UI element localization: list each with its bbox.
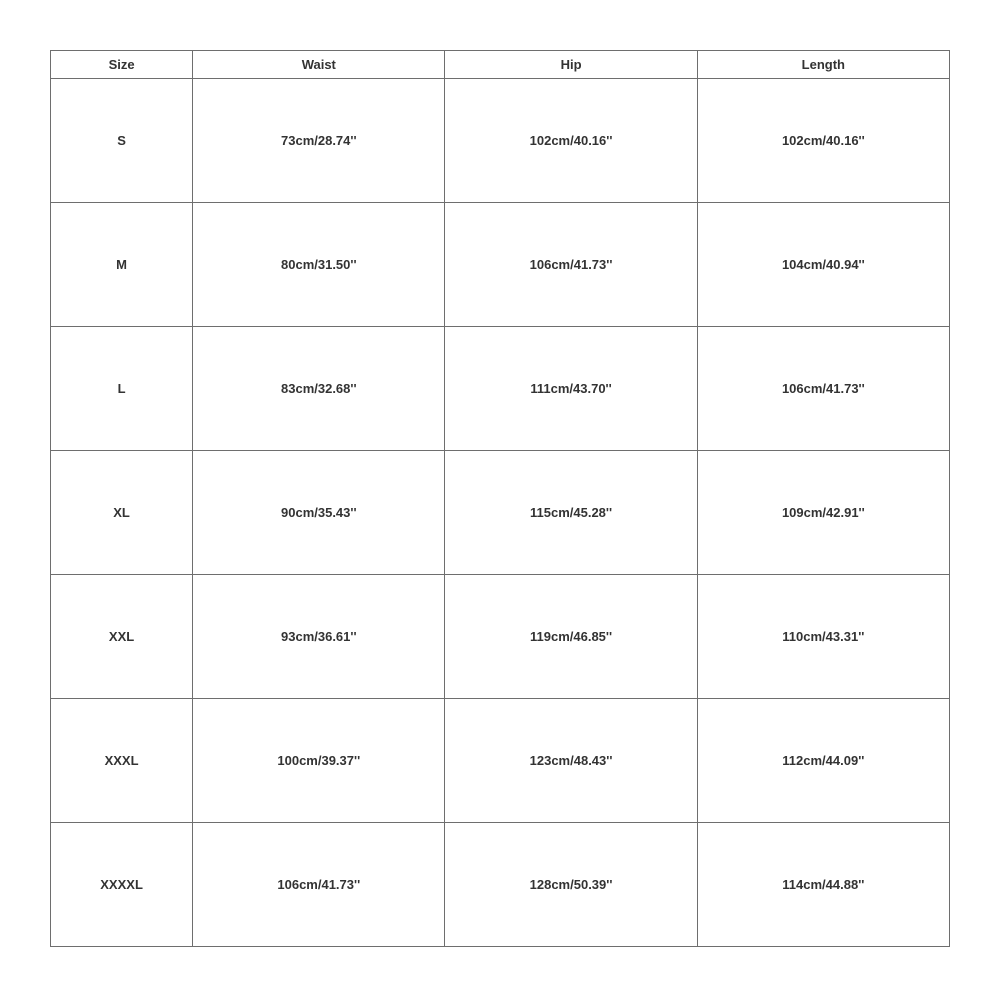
length-cell: 102cm/40.16'' <box>697 79 949 203</box>
size-cell: L <box>51 327 193 451</box>
header-size: Size <box>51 51 193 79</box>
size-cell: XXL <box>51 575 193 699</box>
table-row <box>51 575 950 699</box>
hip-cell: 128cm/50.39'' <box>445 823 697 947</box>
length-cell: 112cm/44.09'' <box>697 699 949 823</box>
size-cell: XXXL <box>51 699 193 823</box>
waist-cell: 73cm/28.74'' <box>193 79 445 203</box>
waist-cell: 83cm/32.68'' <box>193 327 445 451</box>
hip-cell: 119cm/46.85'' <box>445 575 697 699</box>
hip-cell: 115cm/45.28'' <box>445 451 697 575</box>
waist-cell: 106cm/41.73'' <box>193 823 445 947</box>
table-row <box>51 699 950 823</box>
length-cell: 109cm/42.91'' <box>697 451 949 575</box>
waist-cell: 93cm/36.61'' <box>193 575 445 699</box>
table-row <box>51 451 950 575</box>
hip-cell: 123cm/48.43'' <box>445 699 697 823</box>
size-cell: XL <box>51 451 193 575</box>
size-cell: S <box>51 79 193 203</box>
table-header <box>51 51 950 79</box>
table-row <box>51 823 950 947</box>
table-row <box>51 327 950 451</box>
hip-cell: 106cm/41.73'' <box>445 203 697 327</box>
header-row <box>51 51 950 79</box>
length-cell: 104cm/40.94'' <box>697 203 949 327</box>
waist-cell: 100cm/39.37'' <box>193 699 445 823</box>
waist-cell: 80cm/31.50'' <box>193 203 445 327</box>
length-cell: 106cm/41.73'' <box>697 327 949 451</box>
table-row <box>51 203 950 327</box>
hip-cell: 102cm/40.16'' <box>445 79 697 203</box>
size-cell: M <box>51 203 193 327</box>
size-cell: XXXXL <box>51 823 193 947</box>
length-cell: 110cm/43.31'' <box>697 575 949 699</box>
length-cell: 114cm/44.88'' <box>697 823 949 947</box>
header-waist: Waist <box>193 51 445 79</box>
header-length: Length <box>697 51 949 79</box>
table-body <box>51 79 950 947</box>
table-row <box>51 79 950 203</box>
header-hip: Hip <box>445 51 697 79</box>
waist-cell: 90cm/35.43'' <box>193 451 445 575</box>
hip-cell: 111cm/43.70'' <box>445 327 697 451</box>
size-chart-table <box>50 50 950 947</box>
